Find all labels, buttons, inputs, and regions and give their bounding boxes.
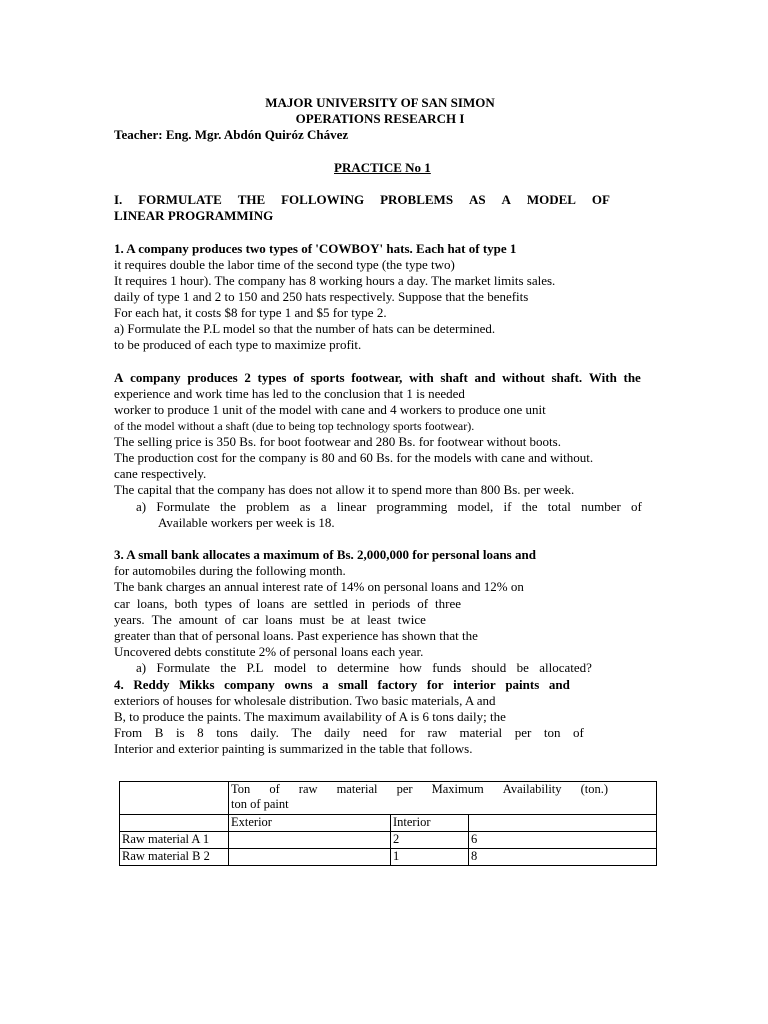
word: a) <box>136 660 147 675</box>
word: raw <box>427 725 447 740</box>
problem4-line: Interior and exterior painting is summarized in the table that follows. <box>114 741 473 756</box>
word: footwear, <box>351 370 403 385</box>
row-max: 6 <box>469 832 657 849</box>
problem1-line: it requires double the labor time of the second type (the type two) <box>114 257 455 272</box>
word: must <box>299 612 325 627</box>
word: P.L <box>246 660 264 675</box>
table-row <box>120 849 657 866</box>
word: per <box>514 725 532 740</box>
word: of <box>417 596 429 611</box>
row-exterior <box>229 849 391 866</box>
word: daily. <box>250 725 279 740</box>
word: and <box>474 370 496 385</box>
row-label: Raw material A 1 <box>120 832 229 849</box>
row-label: Raw material B 2 <box>120 849 229 866</box>
word: amount <box>178 612 218 627</box>
word: of <box>224 612 236 627</box>
problem4-line: B, to produce the paints. The maximum availability of A is 6 tons daily; the <box>114 709 506 724</box>
problem2-line: worker to produce 1 unit of the model with cane and 4 workers to produce one unit <box>114 402 546 417</box>
word: both <box>174 596 198 611</box>
word: a) <box>136 499 147 514</box>
word: Maximum <box>431 782 484 796</box>
table-subheader-row <box>120 815 657 832</box>
word: the <box>521 499 538 514</box>
word: material <box>336 782 378 796</box>
word: programming <box>376 499 448 514</box>
word: be <box>516 660 529 675</box>
row-exterior <box>229 832 391 849</box>
problem2-line: The production cost for the company is 80 and 60 Bs. for the models with cane and without. <box>114 450 594 465</box>
word: A <box>114 370 124 385</box>
table-header-line2: ton of paint <box>231 797 289 811</box>
table-row <box>120 832 657 849</box>
word: A <box>501 192 511 207</box>
problem2-title <box>114 370 641 386</box>
word: From <box>114 725 143 740</box>
word: to <box>316 660 327 675</box>
word: daily <box>324 725 351 740</box>
word: problem <box>246 499 290 514</box>
word: owns <box>284 677 313 692</box>
word: B <box>154 725 164 740</box>
word: be <box>331 612 344 627</box>
word: car <box>242 612 259 627</box>
teacher-line: Teacher: Eng. Mgr. Abdón Quiróz Chávez <box>114 127 349 142</box>
word: how <box>399 660 422 675</box>
word: and <box>548 677 570 692</box>
word: I. <box>114 192 123 207</box>
word: a <box>322 677 329 692</box>
word: Formulate <box>156 499 210 514</box>
problem2-line: The selling price is 350 Bs. for boot footwear and 280 Bs. for footwear without boots. <box>114 434 561 449</box>
word: factory <box>377 677 418 692</box>
word: should <box>471 660 507 675</box>
problem2-line: of the model without a shaft (due to being top technology sports footwear). <box>114 419 475 433</box>
table-subheader-blank <box>120 815 229 832</box>
table-subheader-exterior: Exterior <box>229 815 391 832</box>
problem3-title: 3. A small bank allocates a maximum of Bs. 2,000,000 for personal loans and <box>114 547 536 562</box>
word: of <box>573 725 584 740</box>
word: sports <box>310 370 345 385</box>
word: Ton <box>231 782 251 796</box>
word: 4. <box>114 677 124 692</box>
university-title: MAJOR UNIVERSITY OF SAN SIMON <box>265 95 495 110</box>
word: 2 <box>244 370 251 385</box>
word: as <box>299 499 311 514</box>
word: loans, <box>136 596 168 611</box>
problem3-line: Uncovered debts constitute 2% of personal loans each year. <box>114 644 424 659</box>
problem1-line: daily of type 1 and 2 to 150 and 250 hats respectively. Suppose that the benefits <box>114 289 529 304</box>
row-interior: 2 <box>391 832 469 849</box>
word: allocated? <box>539 660 592 675</box>
problem3-line: greater than that of personal loans. Past experience has shown that the <box>114 628 478 643</box>
problem1-line: to be produced of each type to maximize profit. <box>114 337 362 352</box>
word: FOLLOWING <box>281 192 365 207</box>
problem1-line: a) Formulate the P.L model so that the number of hats can be determined. <box>114 321 496 336</box>
word: determine <box>337 660 390 675</box>
word: paints <box>505 677 540 692</box>
table-header-blank <box>120 782 229 815</box>
problem4-title <box>114 677 570 693</box>
problem2-line: cane respectively. <box>114 466 207 481</box>
table-subheader-interior: Interior <box>391 815 469 832</box>
table-header-words <box>231 782 608 797</box>
problem3-line <box>114 596 461 612</box>
word: Mikks <box>179 677 215 692</box>
table-header-row <box>120 782 657 815</box>
word: (ton.) <box>580 782 609 796</box>
problem2-line: The capital that the company has does not allow it to spend more than 800 Bs. per week. <box>114 482 575 497</box>
word: the <box>219 499 236 514</box>
word: Availability <box>502 782 562 796</box>
word: AS <box>468 192 486 207</box>
problem4-line: exteriors of houses for wholesale distribution. Two basic materials, A and <box>114 693 496 708</box>
word: without <box>502 370 545 385</box>
word: shaft <box>440 370 468 385</box>
word: need <box>362 725 388 740</box>
word: Reddy <box>133 677 170 692</box>
word: car <box>114 596 130 611</box>
word: 8 <box>197 725 204 740</box>
word: ton <box>543 725 561 740</box>
word: company <box>224 677 275 692</box>
word: small <box>338 677 368 692</box>
section-heading-line2: LINEAR PROGRAMMING <box>114 208 274 223</box>
word: loans <box>256 596 285 611</box>
word: THE <box>237 192 266 207</box>
word: tons <box>216 725 238 740</box>
problem3-line: for automobiles during the following month. <box>114 563 346 578</box>
word: years. <box>114 612 145 627</box>
word: if <box>503 499 512 514</box>
word: are <box>291 596 308 611</box>
word: The <box>291 725 312 740</box>
word: the <box>220 660 237 675</box>
problem4-line <box>114 725 584 741</box>
problem1-title: 1. A company produces two types of 'COWBOY' hats. Each hat of type 1 <box>114 241 517 256</box>
word: PROBLEMS <box>380 192 454 207</box>
word: for <box>426 677 444 692</box>
word: periods <box>371 596 411 611</box>
problem1-line: It requires 1 hour). The company has 8 working hours a day. The market limits sales. <box>114 273 556 288</box>
word: number <box>581 499 621 514</box>
problem3-item-a <box>136 660 592 676</box>
row-interior: 1 <box>391 849 469 866</box>
raw-material-table <box>119 781 657 866</box>
word: model, <box>457 499 494 514</box>
word: of <box>238 596 250 611</box>
course-title: OPERATIONS RESEARCH I <box>295 111 465 126</box>
practice-title: PRACTICE No 1 <box>334 160 431 175</box>
word: of <box>631 499 642 514</box>
section-heading-line1 <box>114 192 610 208</box>
word: of <box>293 370 304 385</box>
word: interior <box>453 677 496 692</box>
word: with <box>409 370 434 385</box>
word: Formulate <box>156 660 210 675</box>
word: twice <box>397 612 426 627</box>
word: loans <box>265 612 293 627</box>
word: shaft. <box>551 370 583 385</box>
problem2-line: experience and work time has led to the conclusion that 1 is needed <box>114 386 465 401</box>
problem3-line: The bank charges an annual interest rate of 14% on personal loans and 12% on <box>114 579 524 594</box>
word: per <box>396 782 413 796</box>
word: at <box>350 612 361 627</box>
word: is <box>175 725 185 740</box>
word: types <box>257 370 287 385</box>
word: OF <box>591 192 610 207</box>
word: FORMULATE <box>138 192 222 207</box>
word: for <box>399 725 415 740</box>
word: settled <box>314 596 348 611</box>
problem2-item-a <box>136 499 642 515</box>
word: The <box>151 612 172 627</box>
word: material <box>459 725 503 740</box>
word: raw <box>298 782 318 796</box>
word: in <box>354 596 366 611</box>
word: linear <box>336 499 367 514</box>
row-max: 8 <box>469 849 657 866</box>
word: MODEL <box>526 192 576 207</box>
problem2-item-a-cont: Available workers per week is 18. <box>158 515 335 530</box>
word: company <box>130 370 181 385</box>
table-header-cell <box>229 782 657 815</box>
problem1-line: For each hat, it costs $8 for type 1 and $5 for type 2. <box>114 305 387 320</box>
word: three <box>435 596 461 611</box>
word: least <box>367 612 391 627</box>
word: produces <box>187 370 238 385</box>
word: With <box>588 370 617 385</box>
word: funds <box>432 660 462 675</box>
word: total <box>547 499 571 514</box>
word: a <box>320 499 327 514</box>
word: model <box>273 660 307 675</box>
word: the <box>623 370 641 385</box>
word: types <box>204 596 233 611</box>
table-subheader-blank <box>469 815 657 832</box>
problem3-line <box>114 612 426 628</box>
word: of <box>269 782 280 796</box>
